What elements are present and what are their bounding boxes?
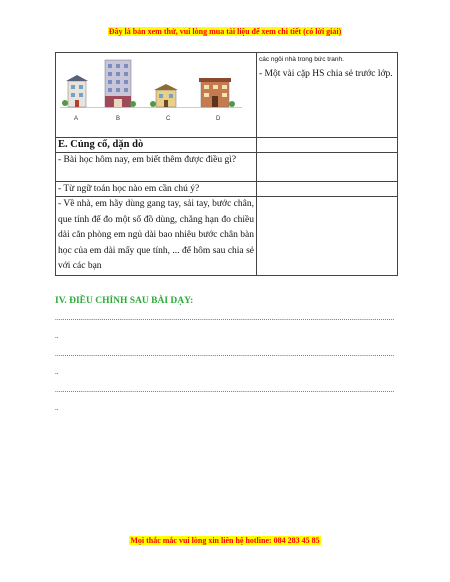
table-row	[56, 53, 398, 138]
question-1-text: - Bài học hôm nay, em biết thêm được điều gì?	[58, 155, 237, 165]
empty-cell	[257, 153, 398, 182]
top-preview-banner	[0, 27, 450, 36]
table-row	[56, 197, 398, 276]
image-note: các ngôi nhà trong bức tranh.	[259, 56, 344, 63]
question-2-text: - Từ ngữ toán học nào em cần chú ý?	[58, 184, 200, 194]
lesson-table	[55, 52, 398, 276]
building-d-image	[199, 78, 235, 107]
dotted-line-1: ..............................................................................................................................................................................	[55, 314, 395, 322]
homework-text: - Về nhà, em hãy dùng gang tay, sải tay, bước chân, que tính để đo một số đồ dùng, chẳng hạn đo chiều dài căn phòng em ngủ dài bao nhiêu bước chân bàn học của em dài mấy que tính, ... để hôm sau chia sẻ với các bạn	[58, 199, 254, 271]
bottom-banner-text: Mọi thắc mắc vui lòng xin liên hệ hotline: 084 283 45 85	[130, 536, 320, 545]
empty-cell	[257, 182, 398, 197]
empty-cell	[257, 138, 398, 153]
dotted-line-3: ..............................................................................................................................................................................	[55, 386, 395, 394]
label-a: A	[74, 116, 79, 122]
label-d: D	[216, 116, 221, 122]
table-row	[56, 182, 398, 197]
table-row	[56, 138, 398, 153]
row-question-1	[56, 153, 257, 182]
label-b: B	[116, 116, 121, 122]
table-row	[56, 153, 398, 182]
section-title-cell	[56, 138, 257, 153]
section-title: E. Củng cố, dặn dò	[58, 139, 144, 150]
row-question-2	[56, 182, 257, 197]
bottom-hotline-banner	[0, 536, 450, 545]
image-right-cell	[257, 53, 398, 138]
dotted-tail-1: ..	[55, 332, 59, 340]
building-c-image	[150, 84, 178, 107]
building-b-image	[105, 60, 136, 107]
dotted-line-2: ..............................................................................................................................................................................	[55, 350, 395, 358]
row-homework	[56, 197, 257, 276]
dotted-tail-2: ..	[55, 368, 59, 376]
adjust-heading: IV. ĐIỀU CHỈNH SAU BÀI DẠY:	[55, 296, 194, 306]
label-c: C	[166, 116, 171, 122]
building-a-image	[62, 75, 88, 107]
buildings-image-cell	[56, 53, 257, 138]
dotted-tail-3: ..	[55, 404, 59, 412]
top-banner-text: Đây là bản xem thử, vui lòng mua tài liệu để xem chi tiết (có lời giải)	[108, 27, 342, 36]
share-note: - Một vài cặp HS chia sẻ trước lớp.	[259, 69, 393, 79]
buildings-illustration	[56, 53, 256, 137]
empty-cell	[257, 197, 398, 276]
